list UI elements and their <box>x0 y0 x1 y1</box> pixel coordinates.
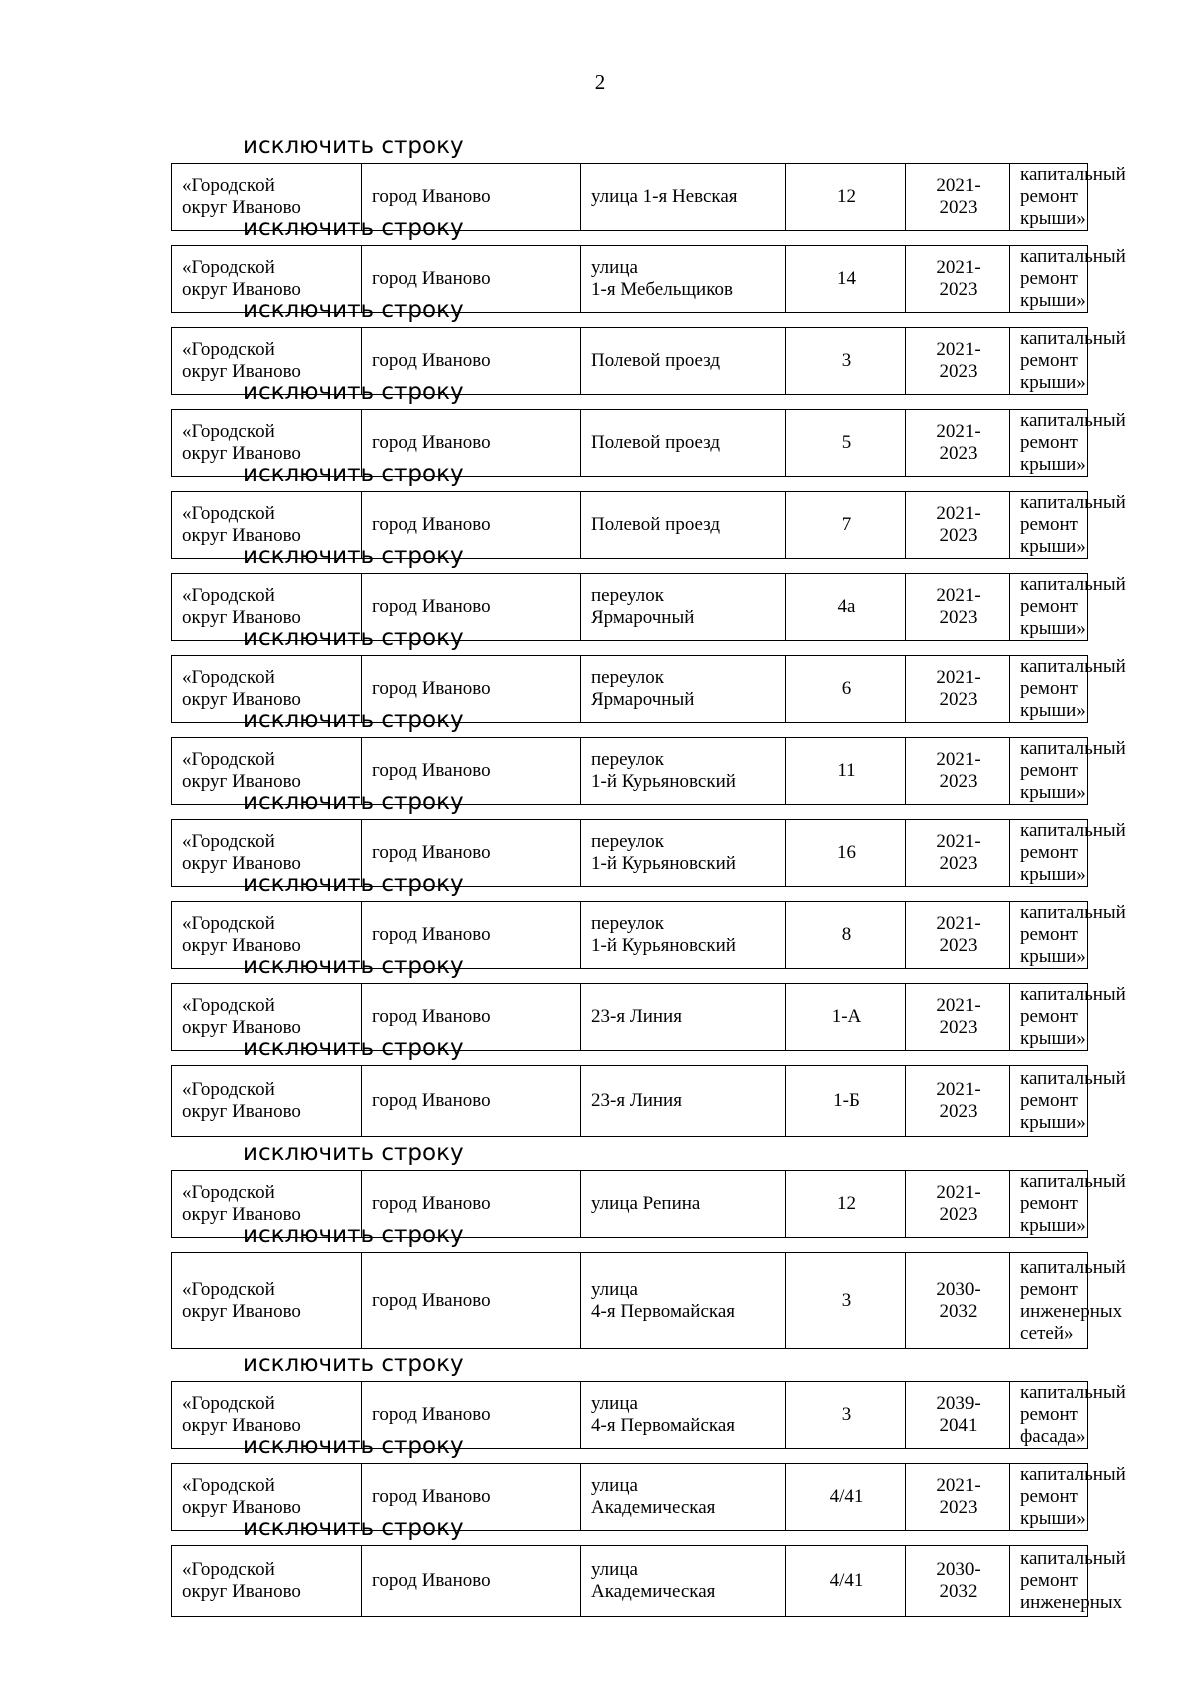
house-number-cell: 3 <box>841 350 852 371</box>
street-cell: переулок Ярмарочный <box>591 585 695 628</box>
house-number-cell-box <box>786 656 906 723</box>
work-type-cell-box <box>1010 820 1126 887</box>
city-cell: город Иваново <box>372 1570 491 1591</box>
years-cell-box <box>906 410 1010 477</box>
house-number-cell-box <box>786 902 906 969</box>
work-type-cell-box <box>1010 328 1126 395</box>
house-number-cell-box <box>786 410 906 477</box>
house-number-cell: 12 <box>837 186 856 207</box>
exclude-row-instruction: исключить строку <box>243 1140 464 1166</box>
house-number-cell-box <box>786 984 906 1051</box>
city-cell: город Иваново <box>372 432 491 453</box>
exclude-row-instruction: исключить строку <box>243 1515 464 1541</box>
municipality-cell: «Городской округ Иваново <box>182 1559 301 1602</box>
years-cell-box <box>906 1382 1010 1449</box>
work-type-cell-box <box>1010 1464 1126 1531</box>
exclude-row-instruction: исключить строку <box>243 215 464 241</box>
street-cell: улица Академическая <box>591 1475 716 1518</box>
years-cell-box <box>906 1253 1010 1349</box>
work-type-cell-box <box>1010 574 1126 641</box>
house-number-cell: 4/41 <box>829 1570 864 1591</box>
house-number-cell-box <box>786 1546 906 1617</box>
municipality-cell: «Городской округ Иваново <box>182 339 301 382</box>
work-type-cell: капитальный ремонт крыши» <box>1020 984 1126 1049</box>
city-cell: город Иваново <box>372 1090 491 1111</box>
work-type-cell: капитальный ремонт крыши» <box>1020 1068 1126 1133</box>
city-cell: город Иваново <box>372 924 491 945</box>
house-number-cell: 7 <box>841 514 852 535</box>
street-cell-box <box>581 1253 786 1349</box>
street-cell-box <box>581 246 786 313</box>
work-type-cell-box <box>1010 738 1126 805</box>
years-cell-box <box>906 984 1010 1051</box>
years-cell: 2021- 2023 <box>936 667 981 710</box>
work-type-cell-box <box>1010 1066 1126 1137</box>
city-cell-box <box>362 1253 581 1349</box>
municipality-cell-box <box>172 1066 362 1137</box>
years-cell-box <box>906 656 1010 723</box>
municipality-cell-box <box>172 1546 362 1617</box>
years-cell: 2021- 2023 <box>936 1079 981 1122</box>
work-type-cell-box <box>1010 246 1126 313</box>
work-type-cell: капитальный ремонт крыши» <box>1020 820 1126 885</box>
years-cell-box <box>906 820 1010 887</box>
city-cell: город Иваново <box>372 1486 491 1507</box>
house-number-cell-box <box>786 1171 906 1238</box>
work-type-cell-box <box>1010 410 1126 477</box>
municipality-cell: «Городской округ Иваново <box>182 831 301 874</box>
house-number-cell: 6 <box>841 678 852 699</box>
house-number-cell: 4а <box>837 596 856 617</box>
municipality-cell-box <box>172 1253 362 1349</box>
city-cell: город Иваново <box>372 1006 491 1027</box>
street-cell: Полевой проезд <box>591 350 721 371</box>
years-cell-box <box>906 1066 1010 1137</box>
work-type-cell: капитальный ремонт крыши» <box>1020 164 1126 229</box>
exclude-row-instruction: исключить строку <box>243 133 464 159</box>
house-number-cell-box <box>786 1464 906 1531</box>
work-type-cell: капитальный ремонт инженерных сетей» <box>1020 1256 1126 1344</box>
work-type-cell: капитальный ремонт крыши» <box>1020 574 1126 639</box>
table-row-cells <box>172 1253 1088 1349</box>
street-cell: Полевой проезд <box>591 514 721 535</box>
exclude-row-instruction: исключить строку <box>243 707 464 733</box>
street-cell: улица Репина <box>591 1193 701 1214</box>
exclude-row-instruction: исключить строку <box>243 1433 464 1459</box>
municipality-cell: «Городской округ Иваново <box>182 503 301 546</box>
city-cell-box <box>362 1066 581 1137</box>
years-cell-box <box>906 902 1010 969</box>
exclude-row-instruction: исключить строку <box>243 543 464 569</box>
city-cell: город Иваново <box>372 1404 491 1425</box>
years-cell: 2021- 2023 <box>936 257 981 300</box>
city-cell: город Иваново <box>372 678 491 699</box>
street-cell-box <box>581 1382 786 1449</box>
house-number-cell-box <box>786 492 906 559</box>
municipality-cell: «Городской округ Иваново <box>182 995 301 1038</box>
city-cell: город Иваново <box>372 1193 491 1214</box>
years-cell-box <box>906 574 1010 641</box>
exclude-row-instruction: исключить строку <box>243 953 464 979</box>
years-cell: 2021- 2023 <box>936 503 981 546</box>
municipality-cell: «Городской округ Иваново <box>182 257 301 300</box>
years-cell: 2030- 2032 <box>936 1559 981 1602</box>
exclude-row-instruction: исключить строку <box>243 789 464 815</box>
house-number-cell-box <box>786 820 906 887</box>
work-type-cell: капитальный ремонт крыши» <box>1020 738 1126 803</box>
city-cell: город Иваново <box>372 1289 491 1311</box>
house-number-cell: 1-А <box>831 1006 862 1027</box>
street-cell-box <box>581 492 786 559</box>
exclude-row-instruction: исключить строку <box>243 1222 464 1248</box>
exclude-row-instruction: исключить строку <box>243 461 464 487</box>
city-cell: город Иваново <box>372 186 491 207</box>
municipality-cell: «Городской округ Иваново <box>182 749 301 792</box>
street-cell: улица 1-я Мебельщиков <box>591 257 733 300</box>
street-cell-box <box>581 1546 786 1617</box>
street-cell: улица Академическая <box>591 1559 716 1602</box>
work-type-cell-box <box>1010 1546 1126 1617</box>
work-type-cell: капитальный ремонт инженерных <box>1020 1548 1126 1613</box>
exclude-row-instruction: исключить строку <box>243 379 464 405</box>
years-cell: 2021- 2023 <box>936 995 981 1038</box>
work-type-cell: капитальный ремонт крыши» <box>1020 1171 1126 1236</box>
street-cell-box <box>581 328 786 395</box>
municipality-cell: «Городской округ Иваново <box>182 913 301 956</box>
municipality-cell: «Городской округ Иваново <box>182 1278 301 1322</box>
house-number-cell: 3 <box>841 1404 852 1425</box>
work-type-cell: капитальный ремонт крыши» <box>1020 492 1126 557</box>
street-cell: переулок 1-й Курьяновский <box>591 913 736 956</box>
exclude-row-instruction: исключить строку <box>243 871 464 897</box>
street-cell: переулок 1-й Курьяновский <box>591 749 736 792</box>
years-cell: 2021- 2023 <box>936 175 981 218</box>
municipality-cell: «Городской округ Иваново <box>182 1079 301 1122</box>
municipality-cell: «Городской округ Иваново <box>182 1182 301 1225</box>
years-cell: 2021- 2023 <box>936 831 981 874</box>
house-number-cell-box <box>786 246 906 313</box>
street-cell-box <box>581 1171 786 1238</box>
years-cell-box <box>906 738 1010 805</box>
house-number-cell: 16 <box>837 842 856 863</box>
house-number-cell: 1-Б <box>833 1090 860 1111</box>
exclude-row-instruction: исключить строку <box>243 297 464 323</box>
city-cell: город Иваново <box>372 760 491 781</box>
city-cell: город Иваново <box>372 350 491 371</box>
years-cell: 2021- 2023 <box>936 913 981 956</box>
street-cell: переулок 1-й Курьяновский <box>591 831 736 874</box>
table-row <box>171 1545 1126 1617</box>
years-cell: 2030- 2032 <box>936 1278 981 1322</box>
municipality-cell: «Городской округ Иваново <box>182 585 301 628</box>
years-cell-box <box>906 1546 1010 1617</box>
work-type-cell-box <box>1010 492 1126 559</box>
house-number-cell-box <box>786 574 906 641</box>
years-cell: 2021- 2023 <box>936 585 981 628</box>
house-number-cell: 14 <box>837 268 856 289</box>
exclude-row-instruction: исключить строку <box>243 625 464 651</box>
street-cell: Полевой проезд <box>591 432 721 453</box>
street-cell: 23-я Линия <box>591 1006 682 1027</box>
work-type-cell: капитальный ремонт крыши» <box>1020 328 1126 393</box>
exclude-row-instruction: исключить строку <box>243 1035 464 1061</box>
city-cell: город Иваново <box>372 514 491 535</box>
street-cell-box <box>581 1464 786 1531</box>
house-number-cell: 4/41 <box>829 1486 864 1507</box>
years-cell-box <box>906 492 1010 559</box>
street-cell-box <box>581 1066 786 1137</box>
work-type-cell: капитальный ремонт крыши» <box>1020 1464 1126 1529</box>
street-cell: переулок Ярмарочный <box>591 667 695 710</box>
page-number: 2 <box>594 70 606 94</box>
city-cell: город Иваново <box>372 268 491 289</box>
city-cell-box <box>362 1546 581 1617</box>
table-row-cells <box>172 1546 1088 1617</box>
municipality-cell: «Городской округ Иваново <box>182 1475 301 1518</box>
years-cell-box <box>906 1464 1010 1531</box>
municipality-cell: «Городской округ Иваново <box>182 421 301 464</box>
work-type-cell: капитальный ремонт фасада» <box>1020 1382 1126 1447</box>
table-row-cells <box>172 1066 1088 1137</box>
house-number-cell-box <box>786 1382 906 1449</box>
years-cell: 2021- 2023 <box>936 1182 981 1225</box>
house-number-cell-box <box>786 1253 906 1349</box>
work-type-cell-box <box>1010 1253 1126 1349</box>
house-number-cell: 3 <box>841 1289 852 1311</box>
work-type-cell: капитальный ремонт крыши» <box>1020 246 1126 311</box>
years-cell-box <box>906 246 1010 313</box>
work-type-cell-box <box>1010 984 1126 1051</box>
street-cell-box <box>581 984 786 1051</box>
work-type-cell-box <box>1010 164 1126 231</box>
work-type-cell-box <box>1010 902 1126 969</box>
street-cell: улица 4-я Первомайская <box>591 1393 735 1436</box>
years-cell-box <box>906 164 1010 231</box>
table-row <box>171 1065 1126 1137</box>
years-cell: 2021- 2023 <box>936 339 981 382</box>
street-cell-box <box>581 410 786 477</box>
house-number-cell: 5 <box>841 432 852 453</box>
city-cell: город Иваново <box>372 842 491 863</box>
work-type-cell-box <box>1010 656 1126 723</box>
house-number-cell: 8 <box>841 924 852 945</box>
work-type-cell: капитальный ремонт крыши» <box>1020 410 1126 475</box>
city-cell: город Иваново <box>372 596 491 617</box>
house-number-cell-box <box>786 738 906 805</box>
years-cell: 2039- 2041 <box>936 1393 981 1436</box>
street-cell-box <box>581 164 786 231</box>
years-cell: 2021- 2023 <box>936 1475 981 1518</box>
years-cell: 2021- 2023 <box>936 421 981 464</box>
years-cell-box <box>906 328 1010 395</box>
street-cell-box <box>581 738 786 805</box>
house-number-cell: 12 <box>837 1193 856 1214</box>
street-cell-box <box>581 902 786 969</box>
street-cell-box <box>581 574 786 641</box>
work-type-cell: капитальный ремонт крыши» <box>1020 656 1126 721</box>
work-type-cell-box <box>1010 1171 1126 1238</box>
street-cell: улица 4-я Первомайская <box>591 1278 735 1322</box>
table-row <box>171 1252 1126 1349</box>
years-cell: 2021- 2023 <box>936 749 981 792</box>
municipality-cell: «Городской округ Иваново <box>182 1393 301 1436</box>
house-number-cell-box <box>786 164 906 231</box>
house-number-cell-box <box>786 1066 906 1137</box>
municipality-cell: «Городской округ Иваново <box>182 667 301 710</box>
house-number-cell-box <box>786 328 906 395</box>
street-cell: улица 1-я Невская <box>591 186 738 207</box>
work-type-cell: капитальный ремонт крыши» <box>1020 902 1126 967</box>
exclude-row-instruction: исключить строку <box>243 1351 464 1377</box>
street-cell-box <box>581 820 786 887</box>
street-cell-box <box>581 656 786 723</box>
municipality-cell: «Городской округ Иваново <box>182 175 301 218</box>
years-cell-box <box>906 1171 1010 1238</box>
work-type-cell-box <box>1010 1382 1126 1449</box>
street-cell: 23-я Линия <box>591 1090 682 1111</box>
house-number-cell: 11 <box>837 760 856 781</box>
